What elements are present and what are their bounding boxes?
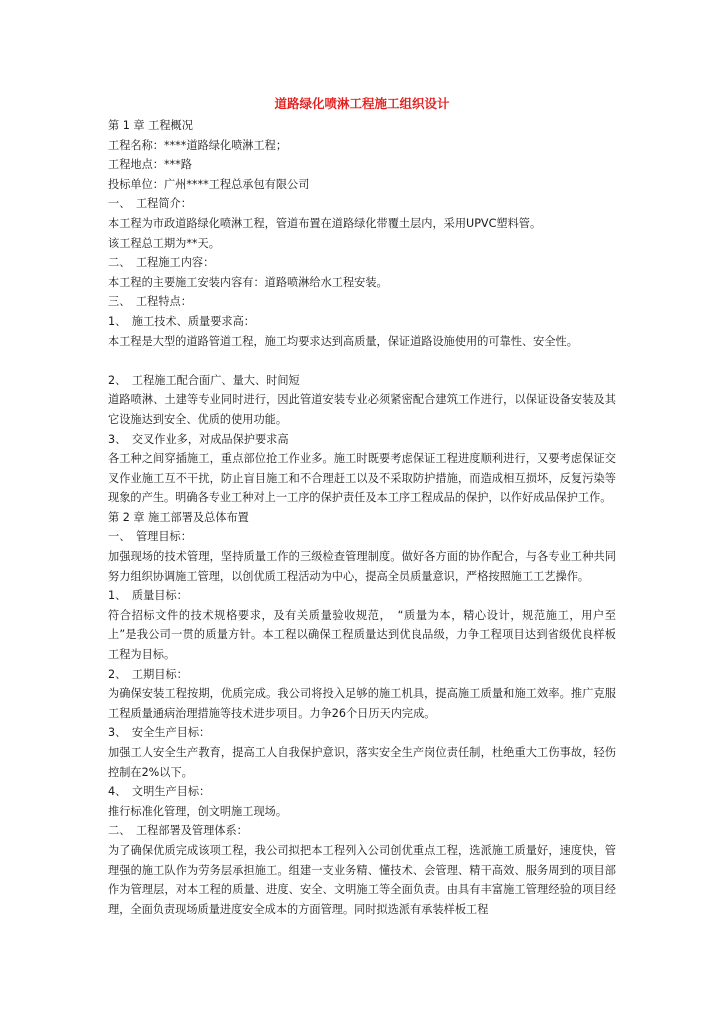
section-heading: 一、 管理目标： — [108, 530, 192, 544]
project-location: 工程地点：***路 — [108, 158, 192, 172]
subsection-heading: 2、 工期目标： — [108, 667, 188, 681]
subsection-heading: 1、 质量目标： — [108, 589, 188, 603]
section-heading: 一、 工程简介： — [108, 197, 192, 211]
paragraph: 本工程的主要施工安装内容有：道路喷淋给水工程安装。 — [108, 275, 388, 289]
project-name: 工程名称：****道路绿化喷淋工程； — [108, 138, 288, 152]
paragraph: 加强现场的技术管理，坚持质量工作的三级检查管理制度。做好各方面的协作配合，与各专业工种共同努力组织协调施工管理，以创优质工程活动为中心，提高全员质量意识，严格按照施工工艺操作。 — [108, 550, 616, 583]
chapter-2-heading: 第 2 章 施工部署及总体布置 — [108, 510, 249, 524]
section-heading: 二、 工程施工内容： — [108, 256, 215, 270]
subsection-heading: 4、 文明生产目标： — [108, 785, 211, 799]
paragraph: 该工程总工期为**天。 — [108, 236, 220, 250]
document-title: 道路绿化喷淋工程施工组织设计 — [274, 96, 450, 111]
paragraph: 本工程为市政道路绿化喷淋工程，管道布置在道路绿化带覆土层内，采用UPVC塑料管。 — [108, 216, 542, 230]
document-page — [108, 93, 616, 919]
blank-line — [108, 351, 616, 371]
paragraph: 加强工人安全生产教育，提高工人自我保护意识，落实安全生产岗位责任制，杜绝重大工伤事故，轻伤控制在2%以下。 — [108, 746, 616, 779]
chapter-1-heading: 第 1 章 工程概况 — [108, 119, 193, 132]
paragraph: 各工种之间穿插施工，重点部位抢工作业多。施工时既要考虑保证工程进度顺利进行，又要考虑保证交叉作业施工互不干扰，防止盲目施工和不合理赶工以及不采取防护措施，而造成相互损坏，反复污染等现象的产生。明确各专业工种对上一工序的保护责任及本工序工程成品的保护，以作好成品保护工作。 — [108, 452, 616, 505]
subsection-heading: 1、 施工技术、质量要求高： — [108, 314, 255, 328]
paragraph: 为了确保优质完成该项工程，我公司拟把本工程列入公司创优重点工程，选派施工质量好，速度快，管理强的施工队作为劳务层承担施工。组建一支业务精、懂技术、会管理、精干高效、服务周到的项目部作为管理层，对本工程的质量、进度、安全、文明施工等全面负责。由具有丰富施工管理经验的项目经理，全面负责现场质量进度安全成本的方面管理。同时拟选派有承装样板工程 — [108, 843, 616, 916]
paragraph: 推行标准化管理，创文明施工现场。 — [108, 804, 288, 818]
subsection-heading: 2、 工程施工配合面广、量大、时间短 — [108, 373, 300, 387]
paragraph: 为确保安装工程按期，优质完成。我公司将投入足够的施工机具，提高施工质量和施工效率。推广克服工程质量通病治理措施等技术进步项目。力争26个日历天内完成。 — [108, 687, 616, 720]
subsection-heading: 3、 安全生产目标： — [108, 726, 211, 740]
subsection-heading: 3、 交叉作业多，对成品保护要求高 — [108, 432, 289, 446]
bid-unit: 投标单位：广州****工程总承包有限公司 — [108, 177, 310, 191]
paragraph: 符合招标文件的技术规格要求，及有关质量验收规范， “质量为本，精心设计，规范施工，用户至上”是我公司一贯的质量方针。本工程以确保工程质量达到优良品级，力争工程项目达到省级优良样板工程为目标。 — [108, 608, 616, 662]
paragraph: 本工程是大型的道路管道工程，施工均要求达到高质量，保证道路设施使用的可靠性、安全性。 — [108, 334, 578, 348]
paragraph: 道路喷淋、土建等专业同时进行，因此管道安装专业必须紧密配合建筑工作进行，以保证设备安装及其它设施达到安全、优质的使用功能。 — [108, 393, 616, 426]
section-heading: 三、 工程特点： — [108, 295, 192, 309]
section-heading: 二、 工程部署及管理体系： — [108, 824, 248, 838]
